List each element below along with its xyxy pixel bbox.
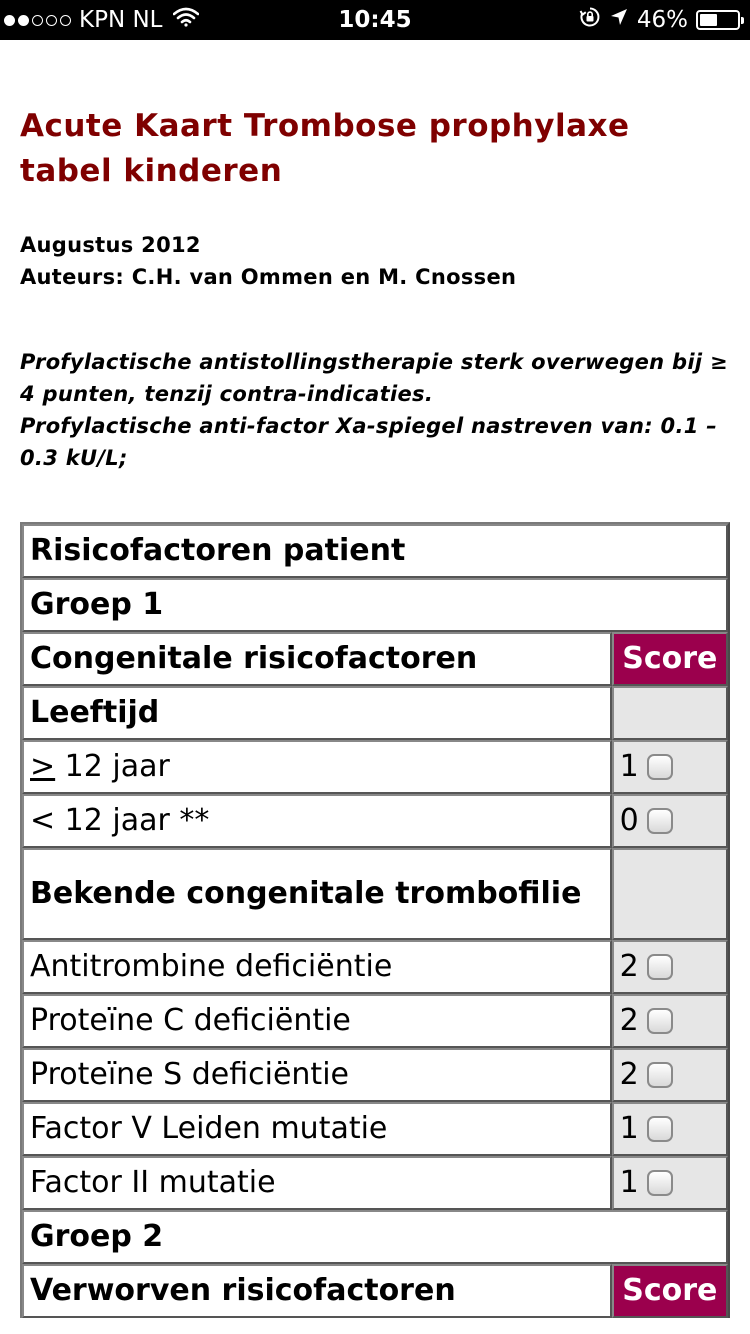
section-row xyxy=(22,632,728,686)
clock-time: 10:45 xyxy=(338,7,412,33)
carrier-name: KPN NL xyxy=(79,7,163,33)
score-checkbox[interactable] xyxy=(647,954,673,980)
score-value: 1 xyxy=(619,749,639,784)
score-cell xyxy=(612,740,728,794)
section-row xyxy=(22,1264,728,1318)
group-row xyxy=(22,1210,728,1264)
congenital-heading: Bekende congenitale trombofilie xyxy=(22,848,612,940)
score-value: 2 xyxy=(619,1057,639,1092)
section-congenital-label: Congenitale risicofactoren xyxy=(22,632,612,686)
wifi-icon xyxy=(173,7,199,33)
score-cell xyxy=(612,794,728,848)
score-cell xyxy=(612,1102,728,1156)
orientation-lock-icon xyxy=(579,6,601,34)
score-cell xyxy=(612,940,728,994)
score-cell-empty xyxy=(612,848,728,940)
score-checkbox[interactable] xyxy=(647,1008,673,1034)
risk-label xyxy=(22,740,612,794)
score-value: 2 xyxy=(619,1003,639,1038)
table-row xyxy=(22,740,728,794)
score-header: Score xyxy=(612,1264,728,1318)
risk-factor-table xyxy=(20,522,730,1318)
meta-info xyxy=(20,229,730,293)
score-checkbox[interactable] xyxy=(647,808,673,834)
risk-label: < 12 jaar ** xyxy=(22,794,612,848)
intro-line-1: Profylactische antistollingstherapie sterk overwegen bij ≥ 4 punten, tenzij contra-indicaties. xyxy=(20,350,728,406)
score-value: 1 xyxy=(619,1111,639,1146)
location-arrow-icon xyxy=(609,7,629,33)
risk-label-text: 12 jaar xyxy=(55,749,170,784)
risk-label: Factor V Leiden mutatie xyxy=(22,1102,612,1156)
table-row xyxy=(22,1048,728,1102)
risk-label: Factor II mutatie xyxy=(22,1156,612,1210)
publication-date: Augustus 2012 xyxy=(20,233,201,257)
table-row xyxy=(22,1156,728,1210)
group-2-label: Groep 2 xyxy=(22,1210,728,1264)
risk-label: Proteïne S deficiëntie xyxy=(22,1048,612,1102)
article xyxy=(20,40,730,474)
score-value: 1 xyxy=(619,1165,639,1200)
table-header: Risicofactoren patient xyxy=(22,524,728,578)
risk-label: Proteïne C deficiëntie xyxy=(22,994,612,1048)
table-row xyxy=(22,794,728,848)
group-1-label: Groep 1 xyxy=(22,578,728,632)
subheading-row xyxy=(22,848,728,940)
score-cell xyxy=(612,1156,728,1210)
status-bar xyxy=(0,0,750,40)
subheading-row xyxy=(22,686,728,740)
score-checkbox[interactable] xyxy=(647,1116,673,1142)
gte-symbol: > xyxy=(30,749,56,784)
authors: Auteurs: C.H. van Ommen en M. Cnossen xyxy=(20,265,517,289)
score-cell xyxy=(612,994,728,1048)
age-heading: Leeftijd xyxy=(22,686,612,740)
intro-line-2: Profylactische anti-factor Xa-spiegel nastreven van: 0.1 – 0.3 kU/L; xyxy=(20,414,718,470)
score-header: Score xyxy=(612,632,728,686)
section-acquired-label: Verworven risicofactoren xyxy=(22,1264,612,1318)
table-row xyxy=(22,940,728,994)
battery-percent: 46% xyxy=(636,7,688,33)
score-value: 0 xyxy=(619,803,639,838)
score-checkbox[interactable] xyxy=(647,754,673,780)
battery-icon xyxy=(696,10,740,30)
score-cell-empty xyxy=(612,686,728,740)
table-row xyxy=(22,1102,728,1156)
score-checkbox[interactable] xyxy=(647,1062,673,1088)
group-row xyxy=(22,578,728,632)
signal-strength-icon xyxy=(4,15,71,26)
score-cell xyxy=(612,1048,728,1102)
score-checkbox[interactable] xyxy=(647,1170,673,1196)
risk-label: Antitrombine deficiëntie xyxy=(22,940,612,994)
intro-text xyxy=(20,346,730,474)
table-header-row xyxy=(22,524,728,578)
page-title: Acute Kaart Trombose prophylaxe tabel kinderen xyxy=(20,108,630,189)
table-row xyxy=(22,994,728,1048)
score-value: 2 xyxy=(619,949,639,984)
